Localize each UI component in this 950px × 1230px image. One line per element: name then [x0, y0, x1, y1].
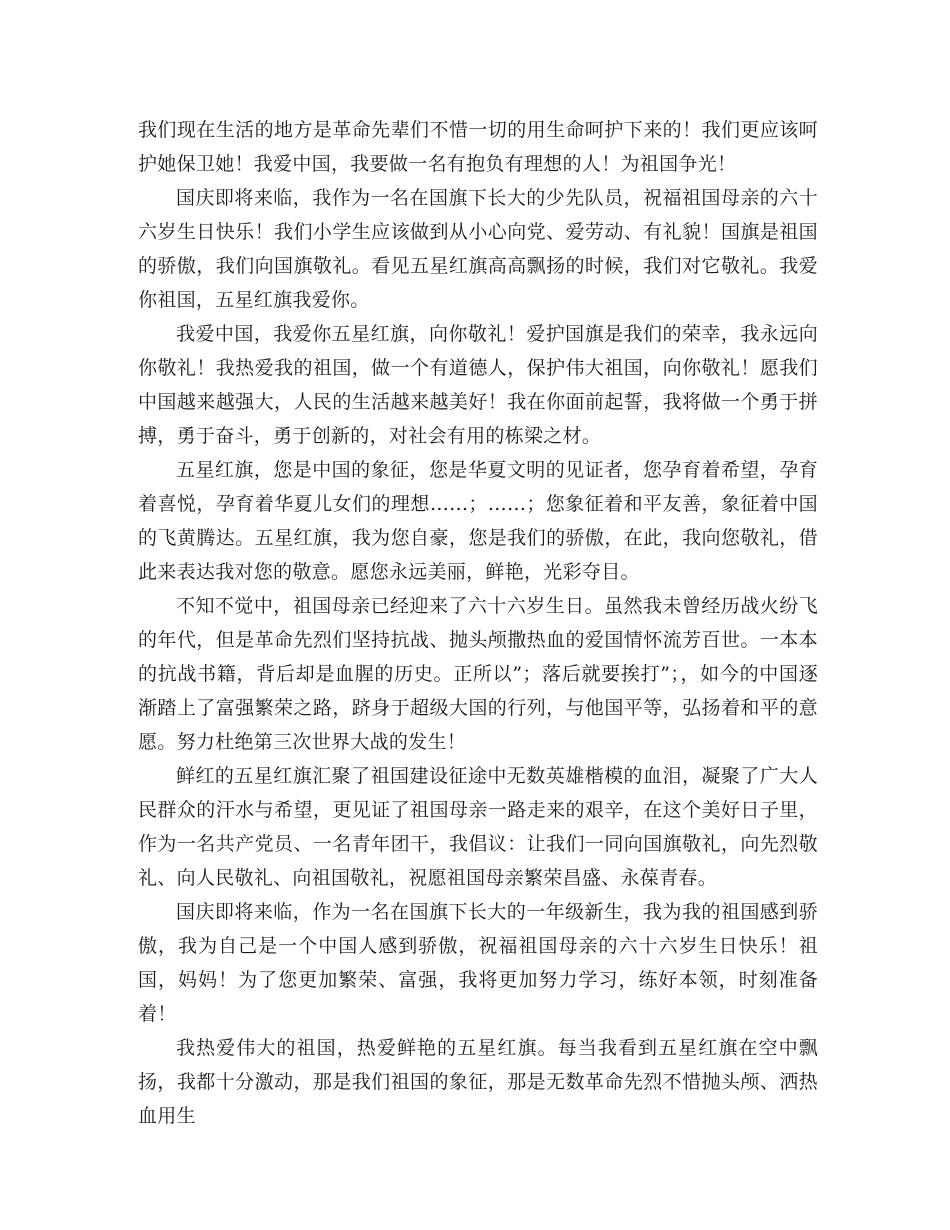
- paragraph-2: 国庆即将来临，我作为一名在国旗下长大的少先队员，祝福祖国母亲的六十六岁生日快乐！我们小学生应该做到从小心向党、爱劳动、有礼貌！国旗是祖国的骄傲，我们向国旗敬礼。看见五星红旗高高飘扬的时候，我们对它敬礼。我爱你祖国，五星红旗我爱你。: [138, 187, 818, 311]
- paragraph-3: 我爱中国，我爱你五星红旗，向你敬礼！爱护国旗是我们的荣幸，我永远向你敬礼！我热爱我的祖国，做一个有道德人，保护伟大祖国，向你敬礼！愿我们中国越来越强大，人民的生活越来越美好！我在你面前起誓，我将做一个勇于拼搏，勇于奋斗，勇于创新的，对社会有用的栋梁之材。: [138, 323, 818, 447]
- document-body: [138, 113, 818, 1133]
- paragraph-1: 我们现在生活的地方是革命先辈们不惜一切的用生命呵护下来的！我们更应该呵护她保卫她！我爱中国，我要做一名有抱负有理想的人！为祖国争光！: [138, 119, 818, 175]
- paragraph-5: 不知不觉中，祖国母亲已经迎来了六十六岁生日。虽然我未曾经历战火纷飞的年代，但是革命先烈们坚持抗战、抛头颅撒热血的爱国情怀流芳百世。一本本的抗战书籍，背后却是血腥的历史。正所以”；落后就要挨打”；，如今的中国逐渐踏上了富强繁荣之路，跻身于超级大国的行列，与他国平等，弘扬着和平的意愿。努力杜绝第三次世界大战的发生！: [138, 595, 818, 753]
- paragraph-7: 国庆即将来临，作为一名在国旗下长大的一年级新生，我为我的祖国感到骄傲，我为自己是一个中国人感到骄傲，祝福祖国母亲的六十六岁生日快乐！祖国，妈妈！为了您更加繁荣、富强，我将更加努力学习，练好本领，时刻准备着！: [138, 901, 818, 1025]
- paragraph-8: 我热爱伟大的祖国，热爱鲜艳的五星红旗。每当我看到五星红旗在空中飘扬，我都十分激动，那是我们祖国的象征，那是无数革命先烈不惜抛头颅、洒热血用生: [138, 1037, 818, 1127]
- paragraph-4: 五星红旗，您是中国的象征，您是华夏文明的见证者，您孕育着希望，孕育着喜悦，孕育着华夏儿女们的理想……；……；您象征着和平友善，象征着中国的飞黄腾达。五星红旗，我为您自豪，您是我们的骄傲，在此，我向您敬礼，借此来表达我对您的敬意。愿您永远美丽，鲜艳，光彩夺目。: [138, 459, 818, 583]
- paragraph-6: 鲜红的五星红旗汇聚了祖国建设征途中无数英雄楷模的血泪，凝聚了广大人民群众的汗水与希望，更见证了祖国母亲一路走来的艰辛，在这个美好日子里，作为一名共产党员、一名青年团干，我倡议：让我们一同向国旗敬礼，向先烈敬礼、向人民敬礼、向祖国敬礼，祝愿祖国母亲繁荣昌盛、永葆青春。: [138, 765, 818, 889]
